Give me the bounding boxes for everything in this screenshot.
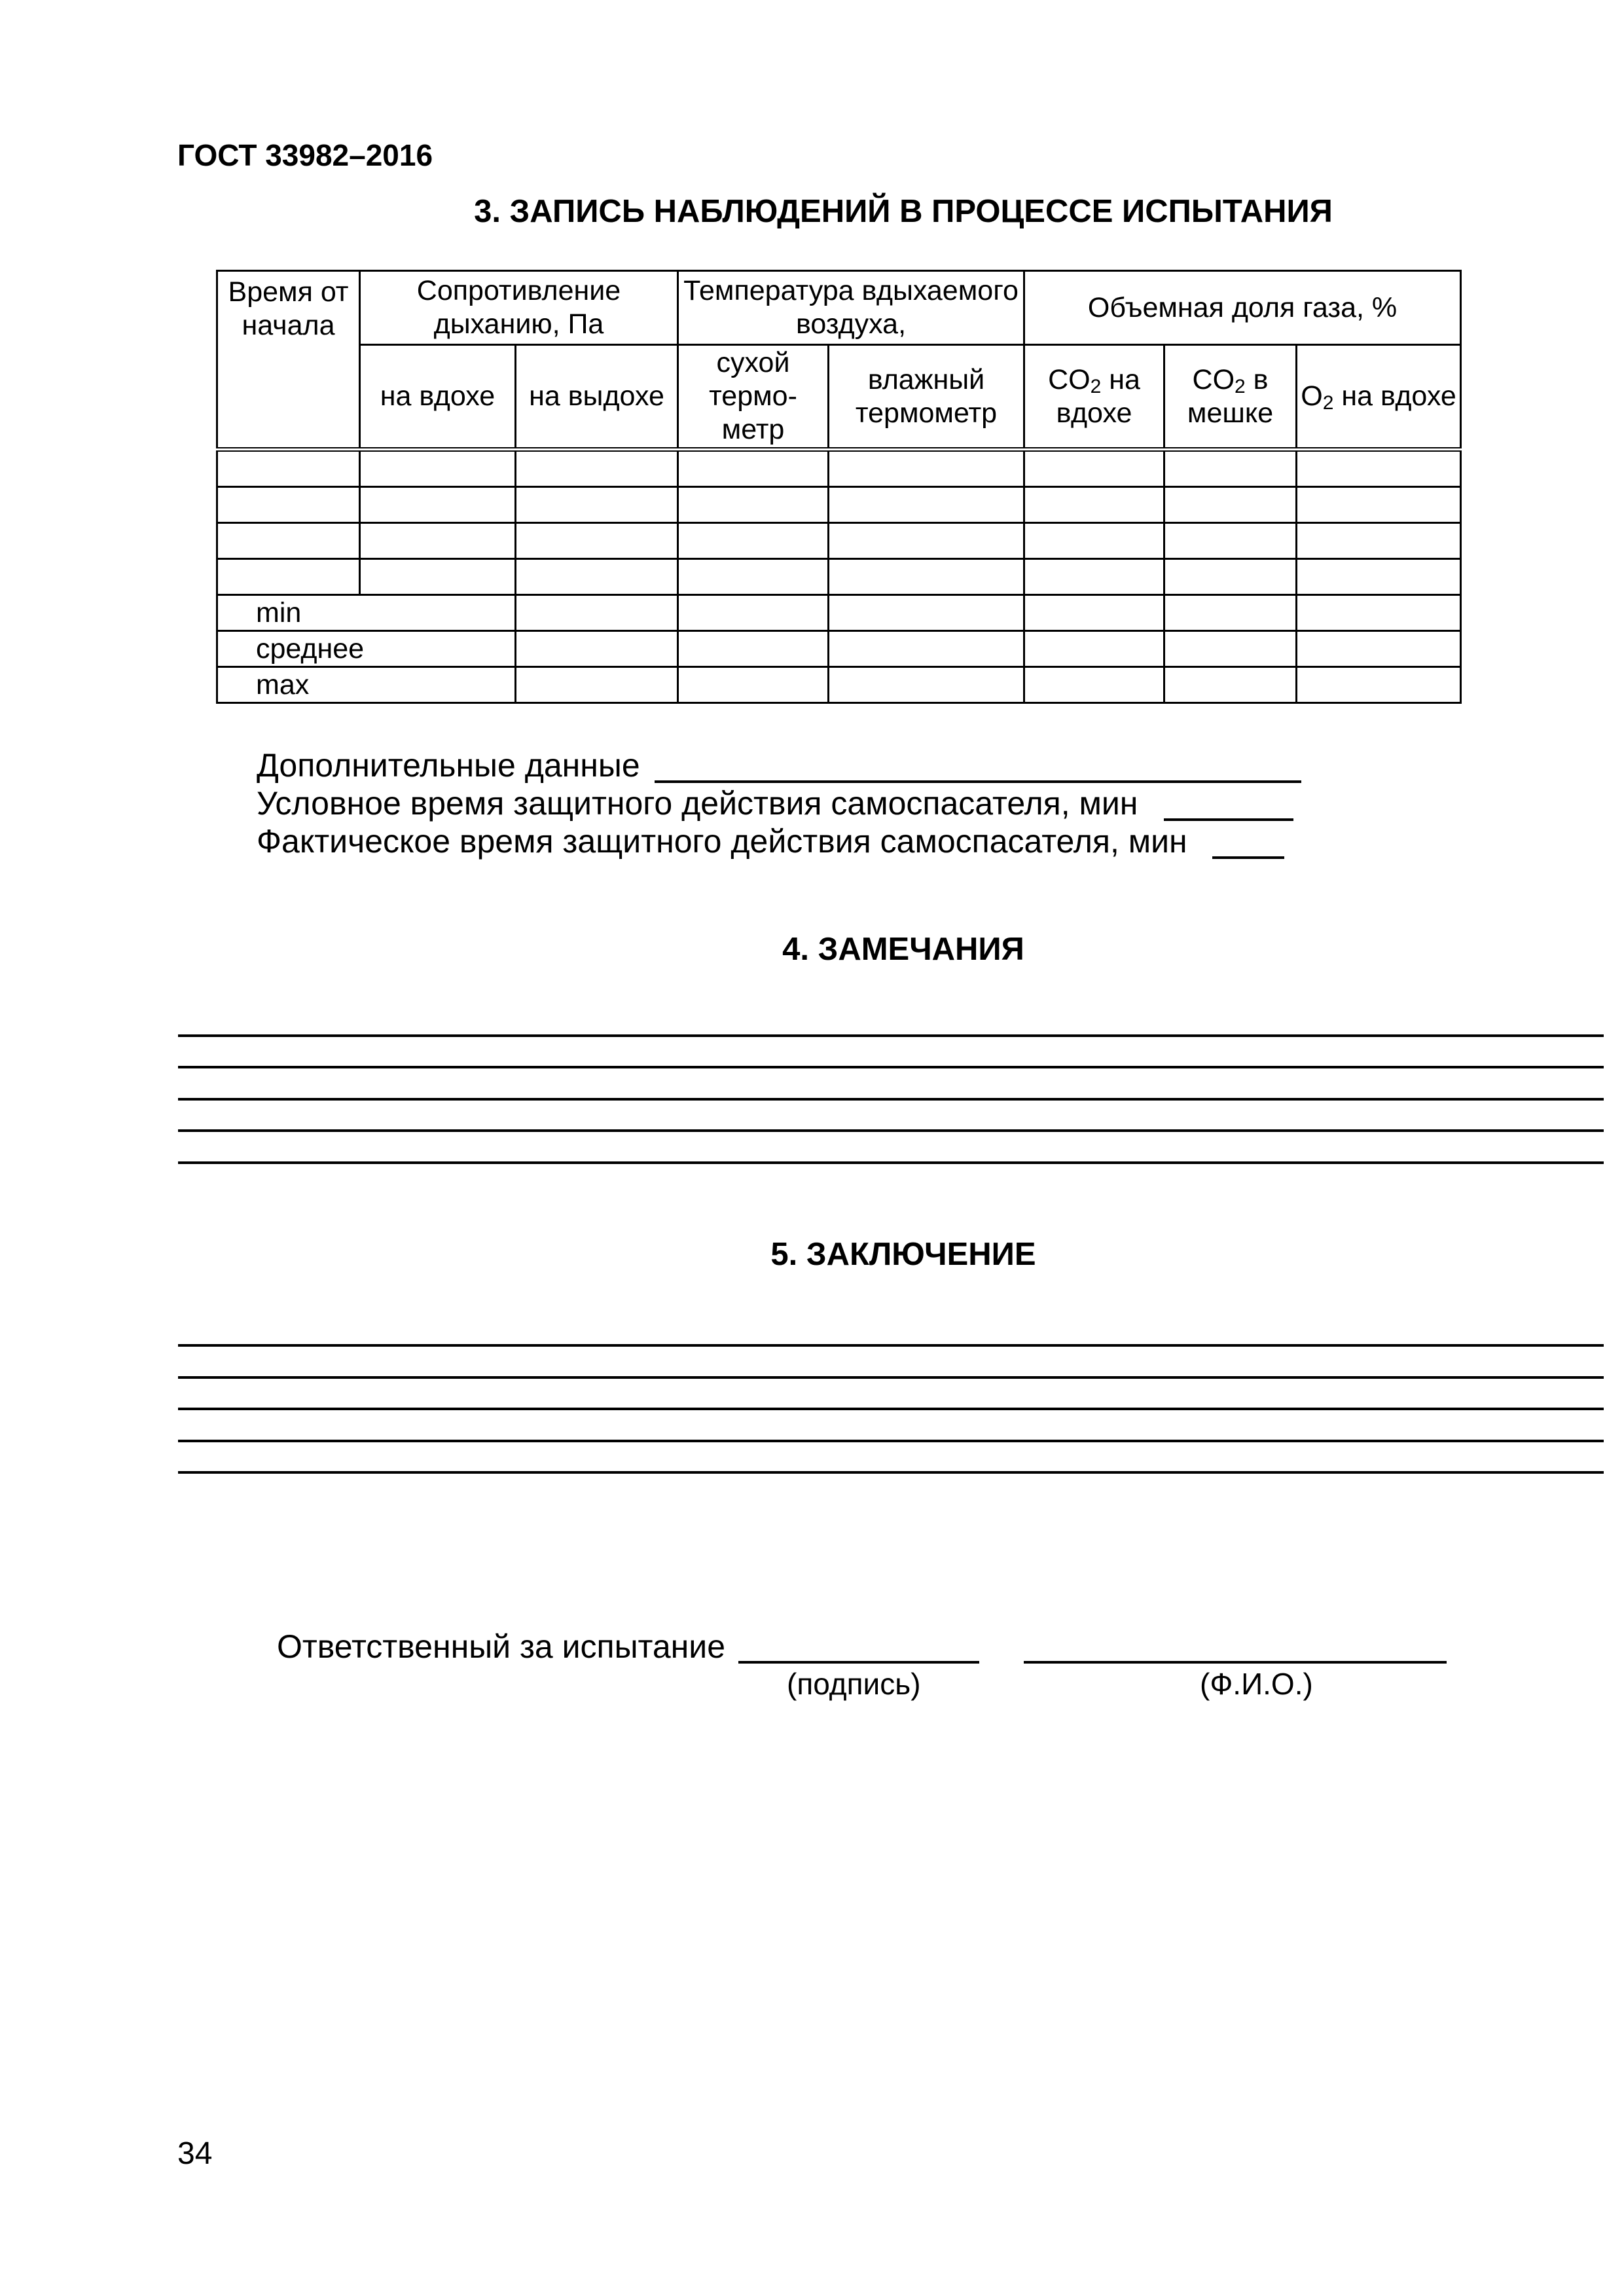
extra-data-field[interactable] bbox=[655, 780, 1301, 783]
header-co2-inhale: $CO_2$ на вдохе bbox=[1024, 345, 1164, 450]
header-gas-fraction: Объемная доля газа, % bbox=[1024, 271, 1461, 345]
name-caption: (Ф.И.О.) bbox=[1200, 1667, 1313, 1701]
section-3-title: 3. ЗАПИСЬ НАБЛЮДЕНИЙ В ПРОЦЕССЕ ИСПЫТАНИЯ bbox=[474, 194, 1333, 229]
actual-time-label: Фактическое время защитного действия самоспасателя, мин bbox=[257, 823, 1187, 860]
section-4-title: 4. ЗАМЕЧАНИЯ bbox=[782, 932, 1024, 967]
signature-caption: (подпись) bbox=[787, 1667, 921, 1701]
section-5-title: 5. ЗАКЛЮЧЕНИЕ bbox=[770, 1237, 1036, 1272]
remarks-line[interactable] bbox=[178, 1098, 1604, 1101]
remarks-line[interactable] bbox=[178, 1066, 1604, 1068]
table-row bbox=[217, 487, 1461, 523]
header-co2-bag: $CO_2$ в мешке bbox=[1164, 345, 1297, 450]
table-row-average: среднее bbox=[217, 631, 1461, 667]
header-dry-thermometer: сухой термо-метр bbox=[678, 345, 829, 450]
page-number: 34 bbox=[177, 2136, 213, 2171]
document-code: ГОСТ 33982–2016 bbox=[177, 138, 433, 172]
conclusion-line[interactable] bbox=[178, 1471, 1604, 1474]
table-row bbox=[217, 450, 1461, 487]
remarks-line[interactable] bbox=[178, 1034, 1604, 1037]
conclusion-line[interactable] bbox=[178, 1440, 1604, 1442]
name-field[interactable] bbox=[1024, 1661, 1447, 1664]
header-time: Время от начала bbox=[217, 271, 360, 450]
signature-field[interactable] bbox=[738, 1661, 979, 1664]
header-o2-inhale: $O_2$ на вдохе bbox=[1297, 345, 1461, 450]
header-temperature: Температура вдыхаемого воздуха, bbox=[678, 271, 1024, 345]
table-row-max: max bbox=[217, 667, 1461, 703]
conclusion-line[interactable] bbox=[178, 1376, 1604, 1379]
header-resistance: Сопротивление дыханию, Па bbox=[360, 271, 678, 345]
remarks-line[interactable] bbox=[178, 1161, 1604, 1164]
remarks-line[interactable] bbox=[178, 1129, 1604, 1132]
header-wet-thermometer: влажный термометр bbox=[829, 345, 1024, 450]
extra-data-label: Дополнительные данные bbox=[257, 747, 640, 784]
header-inhale: на вдохе bbox=[360, 345, 516, 450]
table-row bbox=[217, 523, 1461, 559]
conditional-time-label: Условное время защитного действия самоспасателя, мин bbox=[257, 785, 1138, 822]
actual-time-field[interactable] bbox=[1212, 856, 1284, 859]
observation-table bbox=[216, 270, 1462, 704]
conclusion-line[interactable] bbox=[178, 1344, 1604, 1347]
header-exhale: на выдохе bbox=[516, 345, 678, 450]
conclusion-line[interactable] bbox=[178, 1408, 1604, 1410]
table-row-min: min bbox=[217, 595, 1461, 631]
responsible-label: Ответственный за испытание bbox=[277, 1628, 726, 1665]
conditional-time-field[interactable] bbox=[1164, 818, 1293, 821]
table-row bbox=[217, 559, 1461, 595]
